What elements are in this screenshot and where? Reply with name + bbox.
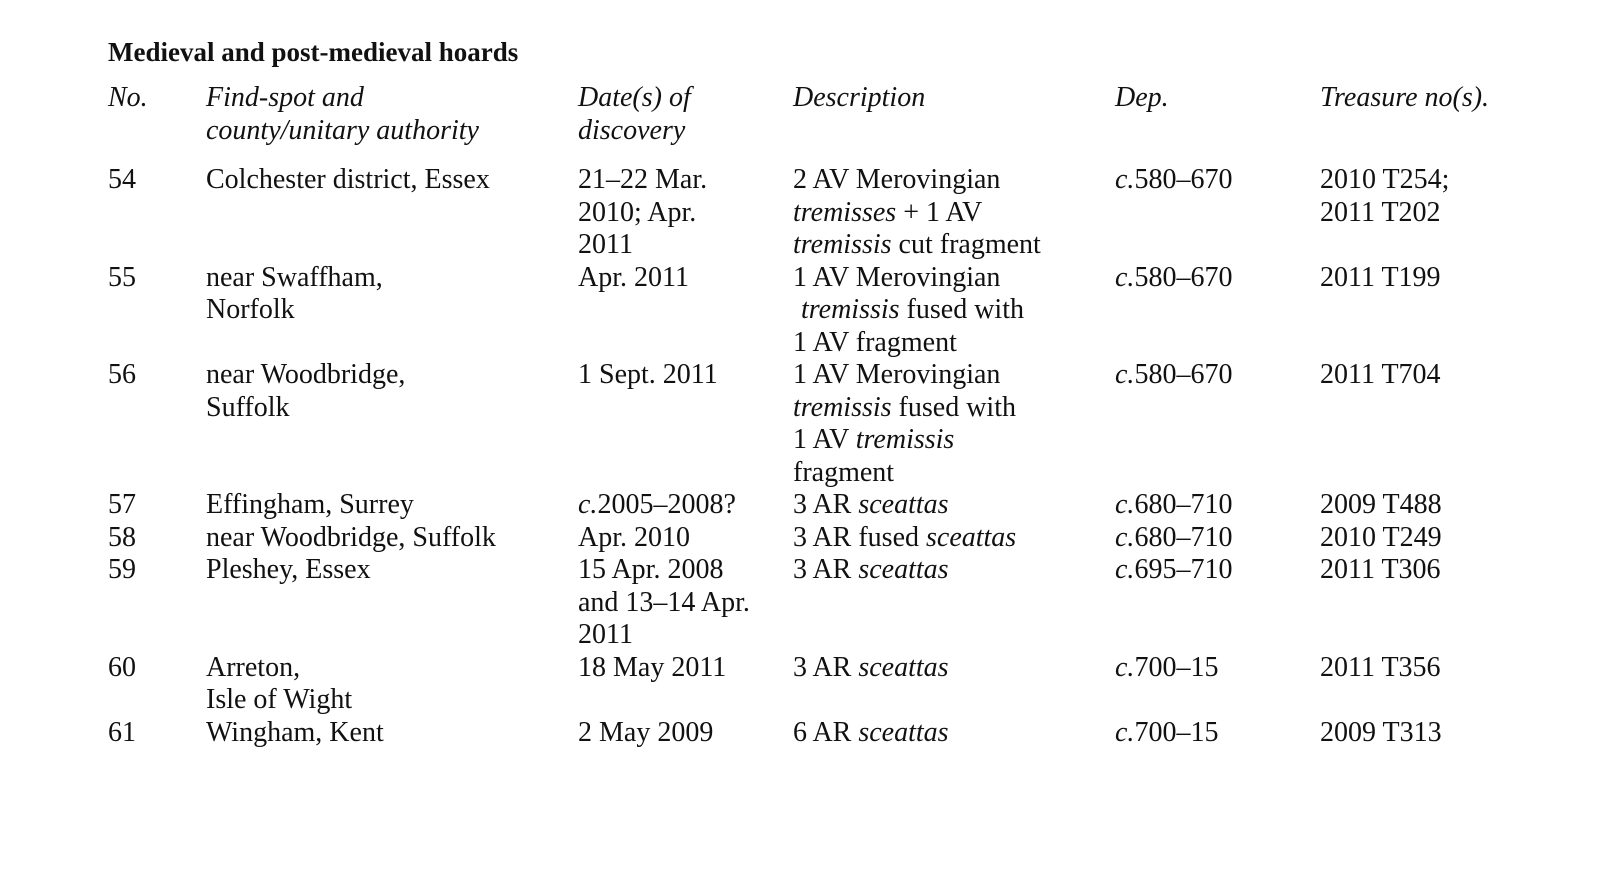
desc-indent — [793, 294, 1024, 325]
cell-no: 58 — [108, 521, 136, 553]
cell-description — [793, 164, 1115, 262]
circa-prefix: c. — [1115, 359, 1135, 390]
cell-findspot: Arreton, Isle of Wight — [206, 651, 353, 715]
cell-findspot: Colchester district, Essex — [206, 164, 490, 195]
cell-date: Apr. 2011 — [578, 261, 689, 293]
table-row — [108, 554, 1508, 652]
dep-value: 680–710 — [1134, 489, 1233, 520]
table-row — [108, 489, 1508, 522]
dep-value: 700–15 — [1134, 651, 1219, 683]
cell-dep — [1115, 164, 1320, 262]
cell-treasure: 2010 T254; 2011 T202 — [1320, 164, 1450, 228]
cell-treasure: 2011 T199 — [1320, 261, 1441, 293]
circa-prefix: c. — [578, 489, 598, 520]
dep-value: 580–670 — [1134, 164, 1233, 195]
cell-date: Apr. 2010 — [578, 521, 690, 553]
desc-italic: sceattas — [858, 651, 949, 683]
cell-treasure: 2010 T249 — [1320, 521, 1442, 553]
cell-description — [793, 652, 1115, 717]
document-page — [108, 36, 1528, 749]
circa-prefix: c. — [1115, 554, 1135, 585]
desc-text: 6 AR — [793, 716, 859, 748]
cell-no: 54 — [108, 164, 136, 195]
dep-value: 580–670 — [1134, 261, 1233, 293]
desc-text: 3 AR — [793, 489, 859, 520]
desc-line: fragment — [793, 456, 895, 488]
table-row — [108, 164, 1508, 262]
column-header-date: Date(s) of discovery — [578, 82, 691, 146]
cell-dep — [1115, 717, 1320, 750]
desc-italic: sceattas — [926, 521, 1017, 553]
cell-description — [793, 522, 1115, 555]
date-value: 2005–2008? — [597, 489, 736, 520]
table-header-row — [108, 82, 1508, 164]
dep-value: 580–670 — [1134, 359, 1233, 390]
cell-dep — [1115, 262, 1320, 360]
column-header-no: No. — [108, 82, 148, 113]
desc-italic: tremissis — [793, 229, 892, 260]
desc-line: 1 AV fragment — [793, 326, 957, 358]
column-header-findspot: Find-spot and county/unitary authority — [206, 82, 479, 146]
desc-italic: tremissis — [801, 294, 900, 325]
desc-italic: tremisses — [793, 196, 897, 228]
dep-value: 695–710 — [1134, 554, 1233, 585]
cell-dep — [1115, 522, 1320, 555]
table-row — [108, 522, 1508, 555]
circa-prefix: c. — [1115, 261, 1135, 293]
section-heading: Medieval and post-medieval hoards — [108, 37, 519, 67]
cell-dep — [1115, 652, 1320, 717]
desc-italic: sceattas — [858, 716, 949, 748]
cell-treasure: 2009 T488 — [1320, 489, 1442, 520]
cell-findspot: near Swaffham, Norfolk — [206, 261, 383, 325]
table-row — [108, 717, 1508, 750]
circa-prefix: c. — [1115, 164, 1135, 195]
cell-description — [793, 554, 1115, 652]
cell-date: 18 May 2011 — [578, 651, 727, 683]
desc-text: + 1 AV — [896, 196, 983, 228]
cell-date: 1 Sept. 2011 — [578, 359, 718, 390]
cell-findspot: Effingham, Surrey — [206, 489, 414, 520]
cell-date: 21–22 Mar. 2010; Apr. 2011 — [578, 164, 708, 260]
desc-text: cut fragment — [891, 229, 1041, 260]
desc-italic: sceattas — [858, 489, 949, 520]
cell-findspot: near Woodbridge, Suffolk — [206, 521, 496, 553]
cell-no: 61 — [108, 716, 136, 748]
desc-italic: sceattas — [858, 554, 949, 585]
cell-treasure: 2009 T313 — [1320, 716, 1442, 748]
cell-dep — [1115, 359, 1320, 489]
desc-line: 2 AV Merovingian — [793, 164, 1001, 195]
circa-prefix: c. — [1115, 651, 1135, 683]
cell-dep — [1115, 554, 1320, 652]
table-row — [108, 359, 1508, 489]
cell-treasure: 2011 T356 — [1320, 651, 1441, 683]
cell-findspot: near Woodbridge, Suffolk — [206, 359, 406, 423]
circa-prefix: c. — [1115, 489, 1135, 520]
cell-date: 2 May 2009 — [578, 716, 714, 748]
desc-italic: tremissis — [855, 424, 955, 455]
cell-no: 55 — [108, 261, 136, 293]
desc-text: fused with — [891, 391, 1016, 423]
cell-dep — [1115, 489, 1320, 522]
desc-text: 3 AR — [793, 554, 859, 585]
cell-no: 59 — [108, 554, 136, 585]
hoards-table — [108, 82, 1508, 749]
cell-date: 15 Apr. 2008 and 13–14 Apr. 2011 — [578, 554, 750, 650]
cell-date — [578, 489, 793, 522]
cell-treasure: 2011 T306 — [1320, 554, 1441, 585]
cell-description — [793, 489, 1115, 522]
cell-treasure: 2011 T704 — [1320, 359, 1441, 390]
column-header-description: Description — [793, 82, 926, 113]
column-header-treasure: Treasure no(s). — [1320, 82, 1490, 113]
cell-no: 56 — [108, 359, 136, 390]
table-row — [108, 262, 1508, 360]
circa-prefix: c. — [1115, 521, 1135, 553]
dep-value: 700–15 — [1134, 716, 1219, 748]
column-header-dep: Dep. — [1115, 82, 1169, 113]
desc-text: 1 AV — [793, 424, 856, 455]
cell-no: 60 — [108, 651, 136, 683]
cell-findspot: Pleshey, Essex — [206, 554, 371, 585]
desc-line: 1 AV Merovingian — [793, 261, 1001, 293]
desc-text: 3 AR — [793, 651, 859, 683]
cell-findspot: Wingham, Kent — [206, 716, 384, 748]
cell-description — [793, 359, 1115, 489]
desc-line: 1 AV Merovingian — [793, 359, 1001, 390]
desc-text: fused with — [899, 294, 1024, 325]
desc-italic: tremissis — [793, 391, 892, 423]
table-row — [108, 652, 1508, 717]
desc-text: 3 AR fused — [793, 521, 926, 553]
cell-no: 57 — [108, 489, 136, 520]
cell-description — [793, 262, 1115, 360]
dep-value: 680–710 — [1134, 521, 1233, 553]
circa-prefix: c. — [1115, 716, 1135, 748]
cell-description — [793, 717, 1115, 750]
